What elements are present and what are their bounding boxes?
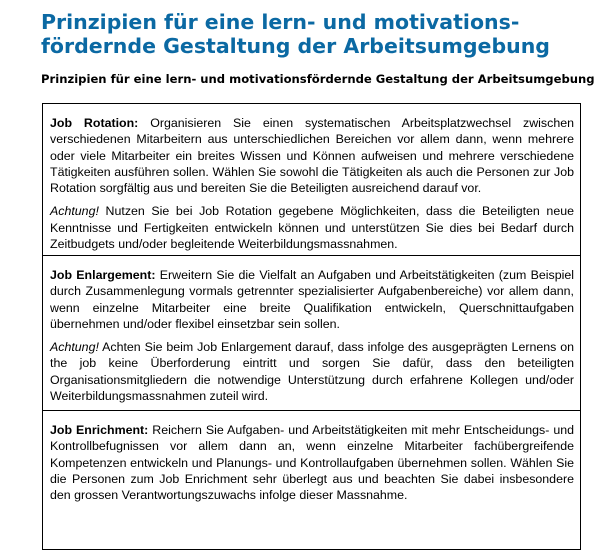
warning-label: Achtung! bbox=[50, 340, 99, 355]
section-text: Organisieren Sie einen systematischen Arbeitsplatzwechsel zwischen verschiedenen Mitarbeitern aus unterschiedlichen Bereichen vor allem dann, wenn mehrere oder viele Mitarbeiter ein breites Wissen und Können aufweisen und mehrere verschiedene Tätigkeiten ausführen sollen. Wählen Sie sowohl die Tätigkeiten als auch die Personen zur Job Rotation sorgfältig aus und bereiten Sie die Beteiligten ausreichend darauf vor. bbox=[50, 116, 574, 196]
section-heading: Job Rotation: bbox=[50, 116, 139, 130]
section-description bbox=[50, 115, 574, 196]
section-description bbox=[50, 267, 574, 332]
section-text: Erweitern Sie die Vielfalt an Aufgaben und Arbeitstätigkeiten (zum Beispiel durch Zusammenlegung vormals getrennter spezialisierter Aufgabenbereiche) vor allem dann, wenn einzelne Mitarbeiter eine breite Qualifikation entwickeln, Querschnittaufgaben übernehmen und/oder flexibel einsetzbar sein sollen. bbox=[50, 268, 574, 331]
section-warning bbox=[50, 339, 574, 404]
section-warning bbox=[50, 203, 574, 252]
section-job-enrichment bbox=[43, 411, 580, 550]
page-title-line-2: fördernde Gestaltung der Arbeitsumgebung bbox=[41, 34, 550, 58]
section-heading: Job Enrichment: bbox=[50, 423, 149, 437]
section-job-enlargement bbox=[43, 256, 580, 411]
section-text: Reichern Sie Aufgaben- und Arbeitstätigkeiten mit mehr Entscheidungs- und Kontrollbefugnissen vor allem dann an, wenn einzelne Mitarbeiter fachübergreifende Kompetenzen entwickeln und Planungs- und Kontrollaufgaben übernehmen sollen. Wählen Sie die Personen zum Job Enrichment sehr überlegt aus und beachten Sie dabei insbesondere den grossen Verantwortungszuwachs infolge dieser Massnahme. bbox=[50, 423, 574, 503]
section-description bbox=[50, 422, 574, 503]
section-heading: Job Enlargement: bbox=[50, 268, 156, 282]
page-title-line-1: Prinzipien für eine lern- und motivations- bbox=[41, 10, 520, 34]
section-subtitle: Prinzipien für eine lern- und motivationsfördernde Gestaltung der Arbeitsumgebung bbox=[41, 72, 595, 86]
warning-text: Achten Sie beim Job Enlargement darauf, dass infolge des ausgeprägten Lernens on the job keine Überforderung eintritt und sorgen Sie dafür, dass den beteiligten Organisationsmitgliedern die notwendige Unterstützung durch erfahrene Kollegen und/oder Weiterbildungsmassnahmen zuteil wird. bbox=[50, 340, 574, 404]
principles-table bbox=[42, 103, 581, 550]
section-job-rotation bbox=[43, 104, 580, 256]
warning-text: Nutzen Sie bei Job Rotation gegebene Möglichkeiten, dass die Beteiligten neue Kenntnisse und Fertigkeiten entwickeln können und unterstützen Sie dies bei Bedarf durch Zeitbudgets und/oder begleitende Weiterbildungsmassnahmen. bbox=[50, 204, 574, 252]
page-title bbox=[41, 10, 601, 58]
warning-label: Achtung! bbox=[50, 204, 99, 219]
